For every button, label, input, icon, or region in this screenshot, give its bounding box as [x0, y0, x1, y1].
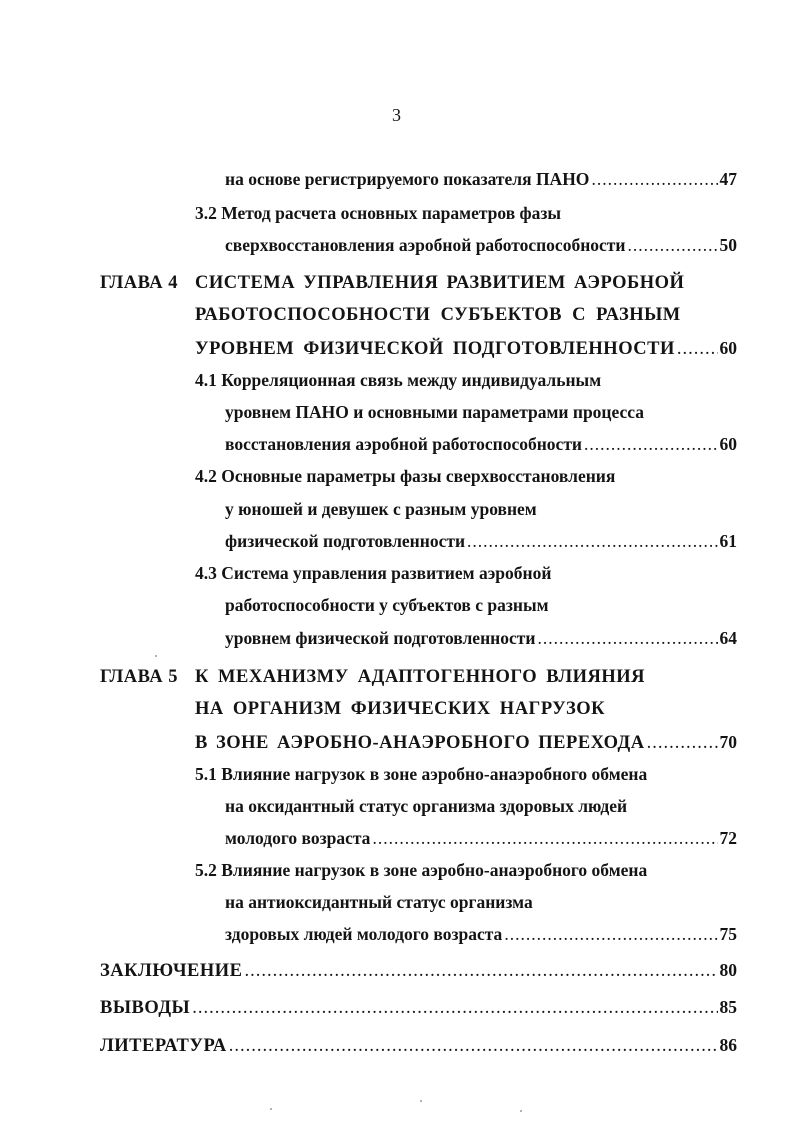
toc-page-number: 75: [719, 924, 737, 944]
toc-page-number: 86: [719, 1035, 737, 1055]
dot-leader: [467, 530, 717, 552]
toc-page-number: 72: [719, 828, 737, 848]
toc-entry-text: на основе регистрируемого показателя ПАНО: [225, 169, 590, 189]
page-number: 3: [392, 105, 401, 125]
toc-entry-text: физической подготовленности: [225, 531, 466, 551]
toc-page-number: 85: [719, 997, 737, 1017]
toc-entry-text: сверхвосстановления аэробной работоспособности: [225, 235, 626, 255]
chapter-5-title-line-3: [195, 731, 737, 754]
scan-speck: [270, 1108, 272, 1110]
scan-speck: [520, 1110, 522, 1112]
scan-speck: [155, 655, 157, 657]
toc-entry-text: ЗАКЛЮЧЕНИЕ: [100, 961, 243, 981]
chapter-5-title-line-2: НА ОРГАНИЗМ ФИЗИЧЕСКИХ НАГРУЗОК: [195, 699, 606, 719]
toc-entry-conclusion: [100, 959, 737, 982]
toc-entry-3-2-line-1: 3.2 Метод расчета основных параметров фазы: [195, 203, 562, 223]
toc-entry-5-2-line-1: 5.2 Влияние нагрузок в зоне аэробно-анаэробного обмена: [195, 860, 648, 880]
toc-entry-4-3-line-3: [225, 627, 737, 649]
toc-entry-4-1-line-3: [225, 433, 737, 455]
dot-leader: [245, 960, 718, 982]
toc-entry-4-3-line-1: 4.3 Система управления развитием аэробной: [195, 563, 552, 583]
toc-entry-5-2-line-2: на антиоксидантный статус организма: [225, 892, 533, 912]
dot-leader: [677, 338, 718, 360]
dot-leader: [504, 923, 717, 945]
dot-leader: [584, 433, 717, 455]
toc-entry-5-1-line-3: [225, 827, 737, 849]
toc-page-number: 47: [719, 169, 737, 189]
dot-leader: [372, 827, 717, 849]
dot-leader: [647, 732, 718, 754]
toc-entry-findings: [100, 996, 737, 1019]
toc-entry-4-2-line-1: 4.2 Основные параметры фазы сверхвосстановления: [195, 466, 616, 486]
toc-entry-text: молодого возраста: [225, 828, 371, 848]
toc-entry-4-3-line-2: работоспособности у субъектов с разным: [225, 595, 549, 615]
toc-page-number: 50: [719, 235, 737, 255]
toc-entry-text: восстановления аэробной работоспособности: [225, 434, 583, 454]
dot-leader: [537, 627, 717, 649]
toc-entry-text: ЛИТЕРАТУРА: [100, 1036, 227, 1056]
dot-leader: [192, 997, 717, 1019]
chapter-5-title-line-1: К МЕХАНИЗМУ АДАПТОГЕННОГО ВЛИЯНИЯ: [195, 667, 646, 687]
toc-entry-literature: [100, 1034, 737, 1057]
toc-entry-text: УРОВНЕМ ФИЗИЧЕСКОЙ ПОДГОТОВЛЕННОСТИ: [195, 339, 675, 359]
dot-leader: [229, 1035, 718, 1057]
chapter-4-title-line-2: РАБОТОСПОСОБНОСТИ СУБЪЕКТОВ С РАЗНЫМ: [195, 305, 681, 325]
chapter-5-label: ГЛАВА 5: [100, 667, 179, 687]
toc-entry-text: В ЗОНЕ АЭРОБНО-АНАЭРОБНОГО ПЕРЕХОДА: [195, 733, 645, 753]
toc-entry-3-2-line-2: [225, 234, 737, 256]
toc-entry-4-2-line-2: у юношей и девушек с разным уровнем: [225, 499, 537, 519]
toc-page-number: 61: [719, 531, 737, 551]
toc-page-number: 60: [719, 338, 737, 358]
toc-page-number: 80: [719, 960, 737, 980]
toc-entry-3-1-line-1: [225, 168, 737, 190]
dot-leader: [627, 234, 717, 256]
toc-page-number: 70: [719, 732, 737, 752]
chapter-4-title-line-3: [195, 337, 737, 360]
toc-entry-5-2-line-3: [225, 923, 737, 945]
chapter-4-label: ГЛАВА 4: [100, 273, 179, 293]
toc-page-number: 64: [719, 628, 737, 648]
toc-entry-4-1-line-2: уровнем ПАНО и основными параметрами процесса: [225, 402, 644, 422]
toc-page-number: 60: [719, 434, 737, 454]
toc-entry-text: ВЫВОДЫ: [100, 998, 191, 1018]
toc-entry-text: здоровых людей молодого возраста: [225, 924, 503, 944]
scan-speck: [420, 1100, 422, 1102]
dot-leader: [591, 168, 717, 190]
toc-entry-5-1-line-2: на оксидантный статус организма здоровых людей: [225, 796, 628, 816]
toc-entry-4-1-line-1: 4.1 Корреляционная связь между индивидуальным: [195, 370, 602, 390]
chapter-4-title-line-1: СИСТЕМА УПРАВЛЕНИЯ РАЗВИТИЕМ АЭРОБНОЙ: [195, 273, 685, 293]
toc-entry-5-1-line-1: 5.1 Влияние нагрузок в зоне аэробно-анаэробного обмена: [195, 764, 648, 784]
toc-entry-text: уровнем физической подготовленности: [225, 628, 536, 648]
toc-entry-4-2-line-3: [225, 530, 737, 552]
